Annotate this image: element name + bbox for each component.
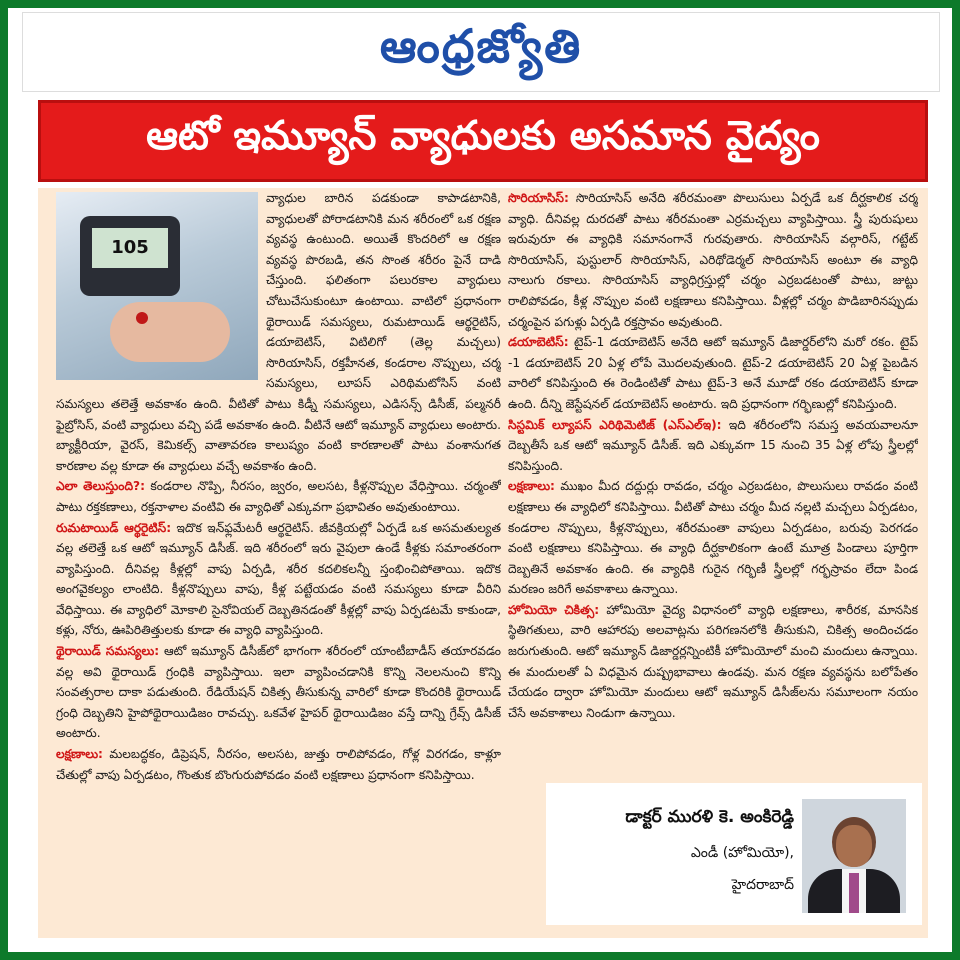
article-body	[38, 188, 928, 938]
paragraph	[56, 188, 501, 476]
subheading: సొరియాసిస్:	[508, 191, 569, 205]
glucose-meter-photo	[56, 192, 258, 380]
masthead-logo: ఆంధ్రజ్యోతి	[379, 19, 583, 73]
section-text: సొరియాసిస్ అనేది శరీరమంతా పొలుసులు ఏర్పడే ఒక దీర్ఘకాలిక చర్మ వ్యాధి. దీనివల్ల దురదతో పాటు శరీరమంతా ఎర్రమచ్చలు వ్యాపిస్తాయి. స్త్రీ పురుషులు ఇరువురూ ఈ వ్యాధికి సమానంగానే గురవుతారు. సొరియాసిస్ వల్గారిస్, గట్టేట్ సొరియాసిస్, పుస్టులార్ సొరియాసిస్, ఎరిథోడెర్మల్ సొరియాసిస్ అంటూ ఈ వ్యాధి నాలుగు రకాలు. సొరియాసిస్ వ్యాధిగ్రస్తుల్లో చర్మం ఎర్రబడటంతో పాటు, జుట్టు రాలిపోవడం, కీళ్ల నొప్పుల వంటి లక్షణాలు కనిపిస్తాయి. వీళ్లల్లో చర్మం పొడిబారినప్పుడు చర్మంపైన పగుళ్లు ఏర్పడి రక్తస్రావం అవుతుంది.	[508, 191, 918, 329]
paragraph	[56, 744, 501, 785]
finger-icon	[110, 302, 230, 362]
subheading: రుమటాయిడ్ ఆర్థరైటిస్:	[56, 520, 172, 535]
section-text: టైప్-1 డయాబెటిస్ అనేది ఆటో ఇమ్యూన్ డిజార్డర్‌లోని మరో రకం. టైప్ -1 డయాబెటిస్ 20 ఏళ్ల లోపే మొదలవుతుంది. టైప్-2 డయాబెటిస్ 20 ఏళ్ల పైబడిన వారిలో కనిపిస్తుంది ఈ రెండింటితో పాటు టైప్-3 అనే మూడో రకం డయాబెటిస్ కూడా ఉంది. దీన్ని జెస్టేషనల్ డయాబెటిస్ అంటారు. ఇది ప్రధానంగా గర్భిణుల్లో కనిపిస్తుంది.	[508, 335, 918, 411]
author-box	[546, 783, 922, 925]
paragraph	[508, 476, 918, 600]
column-right	[508, 188, 918, 763]
paragraph	[508, 600, 918, 724]
section-text: ఆటో ఇమ్యూన్ డిసీజ్‌లో భాగంగా శరీరంలో యాంటీబాడీస్ తయారవడం వల్ల అవి థైరాయిడ్ గ్రంధికి వ్యాపిస్తాయి. ఇలా వ్యాపించడానికి కొన్ని నెలలనుంచి కొన్ని సంవత్సరాల దాకా పడుతుంది. రేడియేషన్ చికిత్స తీసుకున్న వారిలో కూడా కొందరికి థైరాయిడ్ గ్రంధి దెబ్బతిని హైపోథైరాయిడిజం రావచ్చు. ఒకవేళ హైపర్ థైరాయిడిజం వస్తే దాన్ని గ్రేవ్స్ డిసీజ్ అంటారు.	[56, 644, 501, 741]
paragraph	[508, 415, 918, 477]
masthead	[22, 12, 940, 92]
headline-banner	[38, 100, 928, 182]
newspaper-page	[8, 8, 952, 952]
section-text: మలబద్ధకం, డిప్రెషన్, నీరసం, అలసట, జుత్తు రాలిపోవడం, గోళ్ల విరగడం, కాళ్లూ చేతుల్లో వాపు ఏర్పడటం, గొంతుక బొంగురుపోవడం వంటి లక్షణాలు ప్రధానంగా కనిపిస్తాయి.	[56, 747, 501, 782]
intro-text: వ్యాధుల బారిన పడకుండా కాపాడటానికి, వ్యాధులతో పోరాడటానికి మన శరీరంలో ఒక రక్షణ వ్యవస్థ ఉంటుంది. అయితే కొందరిలో ఆ రక్షణ వ్యవస్థ పొరబడి, తన సొంత శరీరం పైనే దాడి చేస్తుంది. ఫలితంగా పలురకాల వ్యాధులు చోటుచేసుకుంటూ ఉంటాయి. వాటిలో ప్రధానంగా థైరాయిడ్ సమస్యలు, రుమటాయిడ్ ఆర్థరైటిస్, డయాబెటిస్, విటిలిగో (తెల్ల మచ్చలు) సొరియాసిస్, రక్తహీనత, కండరాల నొప్పులు, చర్మ సమస్యలు, లూపస్ ఎరిథిమటోసిస్ వంటి సమస్యలు తలెత్తే అవకాశం ఉంది. వీటితో పాటు కిడ్నీ సమస్యలు, ఎడిసన్స్ డిసీజ్, పల్మనరీ ఫైబ్రోసిస్, వంటి వ్యాధులు వచ్చి పడే అవకాశం ఉంది. వీటినే ఆటో ఇమ్యూన్ వ్యాధులు అంటారు. బ్యాక్టీరియా, వైరస్, కెమికల్స్ వాతావరణ కాలుష్యం వంటి కారణాలతో పాటు వంశానుగత కారణాల వల్ల కూడా ఈ వ్యాధులు వచ్చే అవకాశం ఉంది.	[56, 191, 501, 473]
glucometer-icon	[80, 216, 180, 296]
blood-drop-icon	[136, 312, 148, 324]
paragraph	[508, 332, 918, 414]
author-photo	[802, 799, 906, 913]
headline-title: ఆటో ఇమ్యూన్ వ్యాధులకు అసమాన వైద్యం	[146, 113, 820, 159]
section-text: కండరాల నొప్పి, నీరసం, జ్వరం, అలసట, కీళ్లనొప్పుల వేధిస్తాయి. చర్మంతో పాటు రక్తకణాలు, రక్తనాళాల వంటివి ఈ వ్యాధితో ఎక్కువగా ప్రభావితం అవుతుంటాయి.	[56, 479, 501, 514]
subheading: లక్షణాలు:	[56, 747, 103, 762]
meter-reading: 105	[92, 228, 168, 268]
author-degree: ఎండీ (హోమియో),	[690, 845, 794, 861]
paragraph	[56, 641, 501, 744]
paragraph	[56, 518, 501, 642]
face-shape	[836, 825, 872, 867]
subheading: ఎలా తెలుస్తుంది?:	[56, 479, 145, 494]
tie-shape	[849, 873, 859, 913]
column-left	[56, 188, 501, 928]
subheading: లక్షణాలు:	[508, 479, 555, 494]
paragraph	[508, 188, 918, 332]
subheading: సిస్టమిక్ ల్యూపస్ ఎరిథిమెటిజ్ (ఎస్ఎల్ఇ):	[508, 417, 722, 432]
author-name: డాక్టర్ మురళి కె. అంకిరెడ్డి	[625, 807, 794, 827]
section-text: ముఖం మీద దద్దుర్లు రావడం, చర్మం ఎర్రబడటం, పొలుసులు రావడం వంటి లక్షణాలు ఈ వ్యాధిలో కనిపిస్తాయి. వీటితో పాటు చర్మం మీద నల్లటి మచ్చలు ఏర్పడటం, కండరాల నొప్పులు, కీళ్లనొప్పులు, శరీరమంతా వాపులు ఏర్పడటం, బరువు పెరగడం వంటి లక్షణాలు కనిపిస్తాయి. ఈ వ్యాధి దీర్ఘకాలికంగా ఉంటే మూత్ర పిండాలు పూర్తిగా దెబ్బతినే అవకాశం ఉంది. ఈ వ్యాధికి గురైన గర్భిణీ స్త్రీలల్లో గర్భస్రావం లేదా పిండ మరణం జరిగే అవకాశాలు ఉన్నాయి.	[508, 479, 918, 597]
subheading: డయాబెటిస్:	[508, 335, 569, 350]
section-text: హోమియో వైద్య విధానంలో వ్యాధి లక్షణాలు, శారీరక, మానసిక స్థితిగతులు, వారి ఆహారపు అలవాట్లను పరిగణనలోకి తీసుకుని, చికిత్స అందించడం జరుగుతుంది. ఆటో ఇమ్యూన్ డిజార్డర్లన్నింటికీ హోమియోలో మంచి మందులు ఉన్నాయి. ఈ మందులతో ఏ విధమైన దుష్ప్రభావాలు ఉండవు. మన రక్షణ వ్యవస్థను బలోపేతం చేయడం ద్వారా హోమియో మందులు ఆటో ఇమ్యూన్ డిసీజ్‌లను సమూలంగా నయం చేసే అవకాశాలు నిండుగా ఉన్నాయి.	[508, 602, 918, 720]
author-city: హైదరాబాద్	[731, 877, 794, 893]
section-text: ఇదొక ఇన్‌ఫ్లమేటరీ ఆర్థరైటిస్. జీవక్రియల్లో ఏర్పడే ఒక అసమతుల్యత వల్ల తలెత్తే ఒక ఆటో ఇమ్యూన్ డిసీజ్. ఇది శరీరంలో ఇరు వైపులా ఉండే కీళ్లకు సమాంతరంగా వ్యాపిస్తుంది. దీనివల్ల కీళ్లల్లో వాపు ఏర్పడి, శరీర కదలికలన్నీ స్తంభించిపోతాయి. ఇదొక అంగవైకల్యం లాంటిది. కీళ్లనొప్పులు వాపు, కీళ్ల పట్టేయడం వంటి సమస్యలు కూడా వీరిని వేధిస్తాయి. ఈ వ్యాధిలో మోకాలి సైనోవియల్ దెబ్బతినడంతో కీళ్లల్లో వాపు ఏర్పడటమే కాకుండా, కళ్లు, నోరు, ఊపిరితిత్తులకు కూడా ఈ వ్యాధి వ్యాపిస్తుంది.	[56, 520, 501, 638]
paragraph	[56, 476, 501, 517]
section-text: ఇది శరీరంలోని సమస్త అవయవాలనూ దెబ్బతీసే ఒక ఆటో ఇమ్యూన్ డిసీజ్. ఇది ఎక్కువగా 15 నుంచి 35 ఏళ్ల లోపు స్త్రీలల్లో కనిపిస్తుంది.	[508, 417, 918, 473]
subheading: థైరాయిడ్ సమస్యలు:	[56, 644, 160, 659]
subheading: హోమియో చికిత్స:	[508, 602, 600, 617]
